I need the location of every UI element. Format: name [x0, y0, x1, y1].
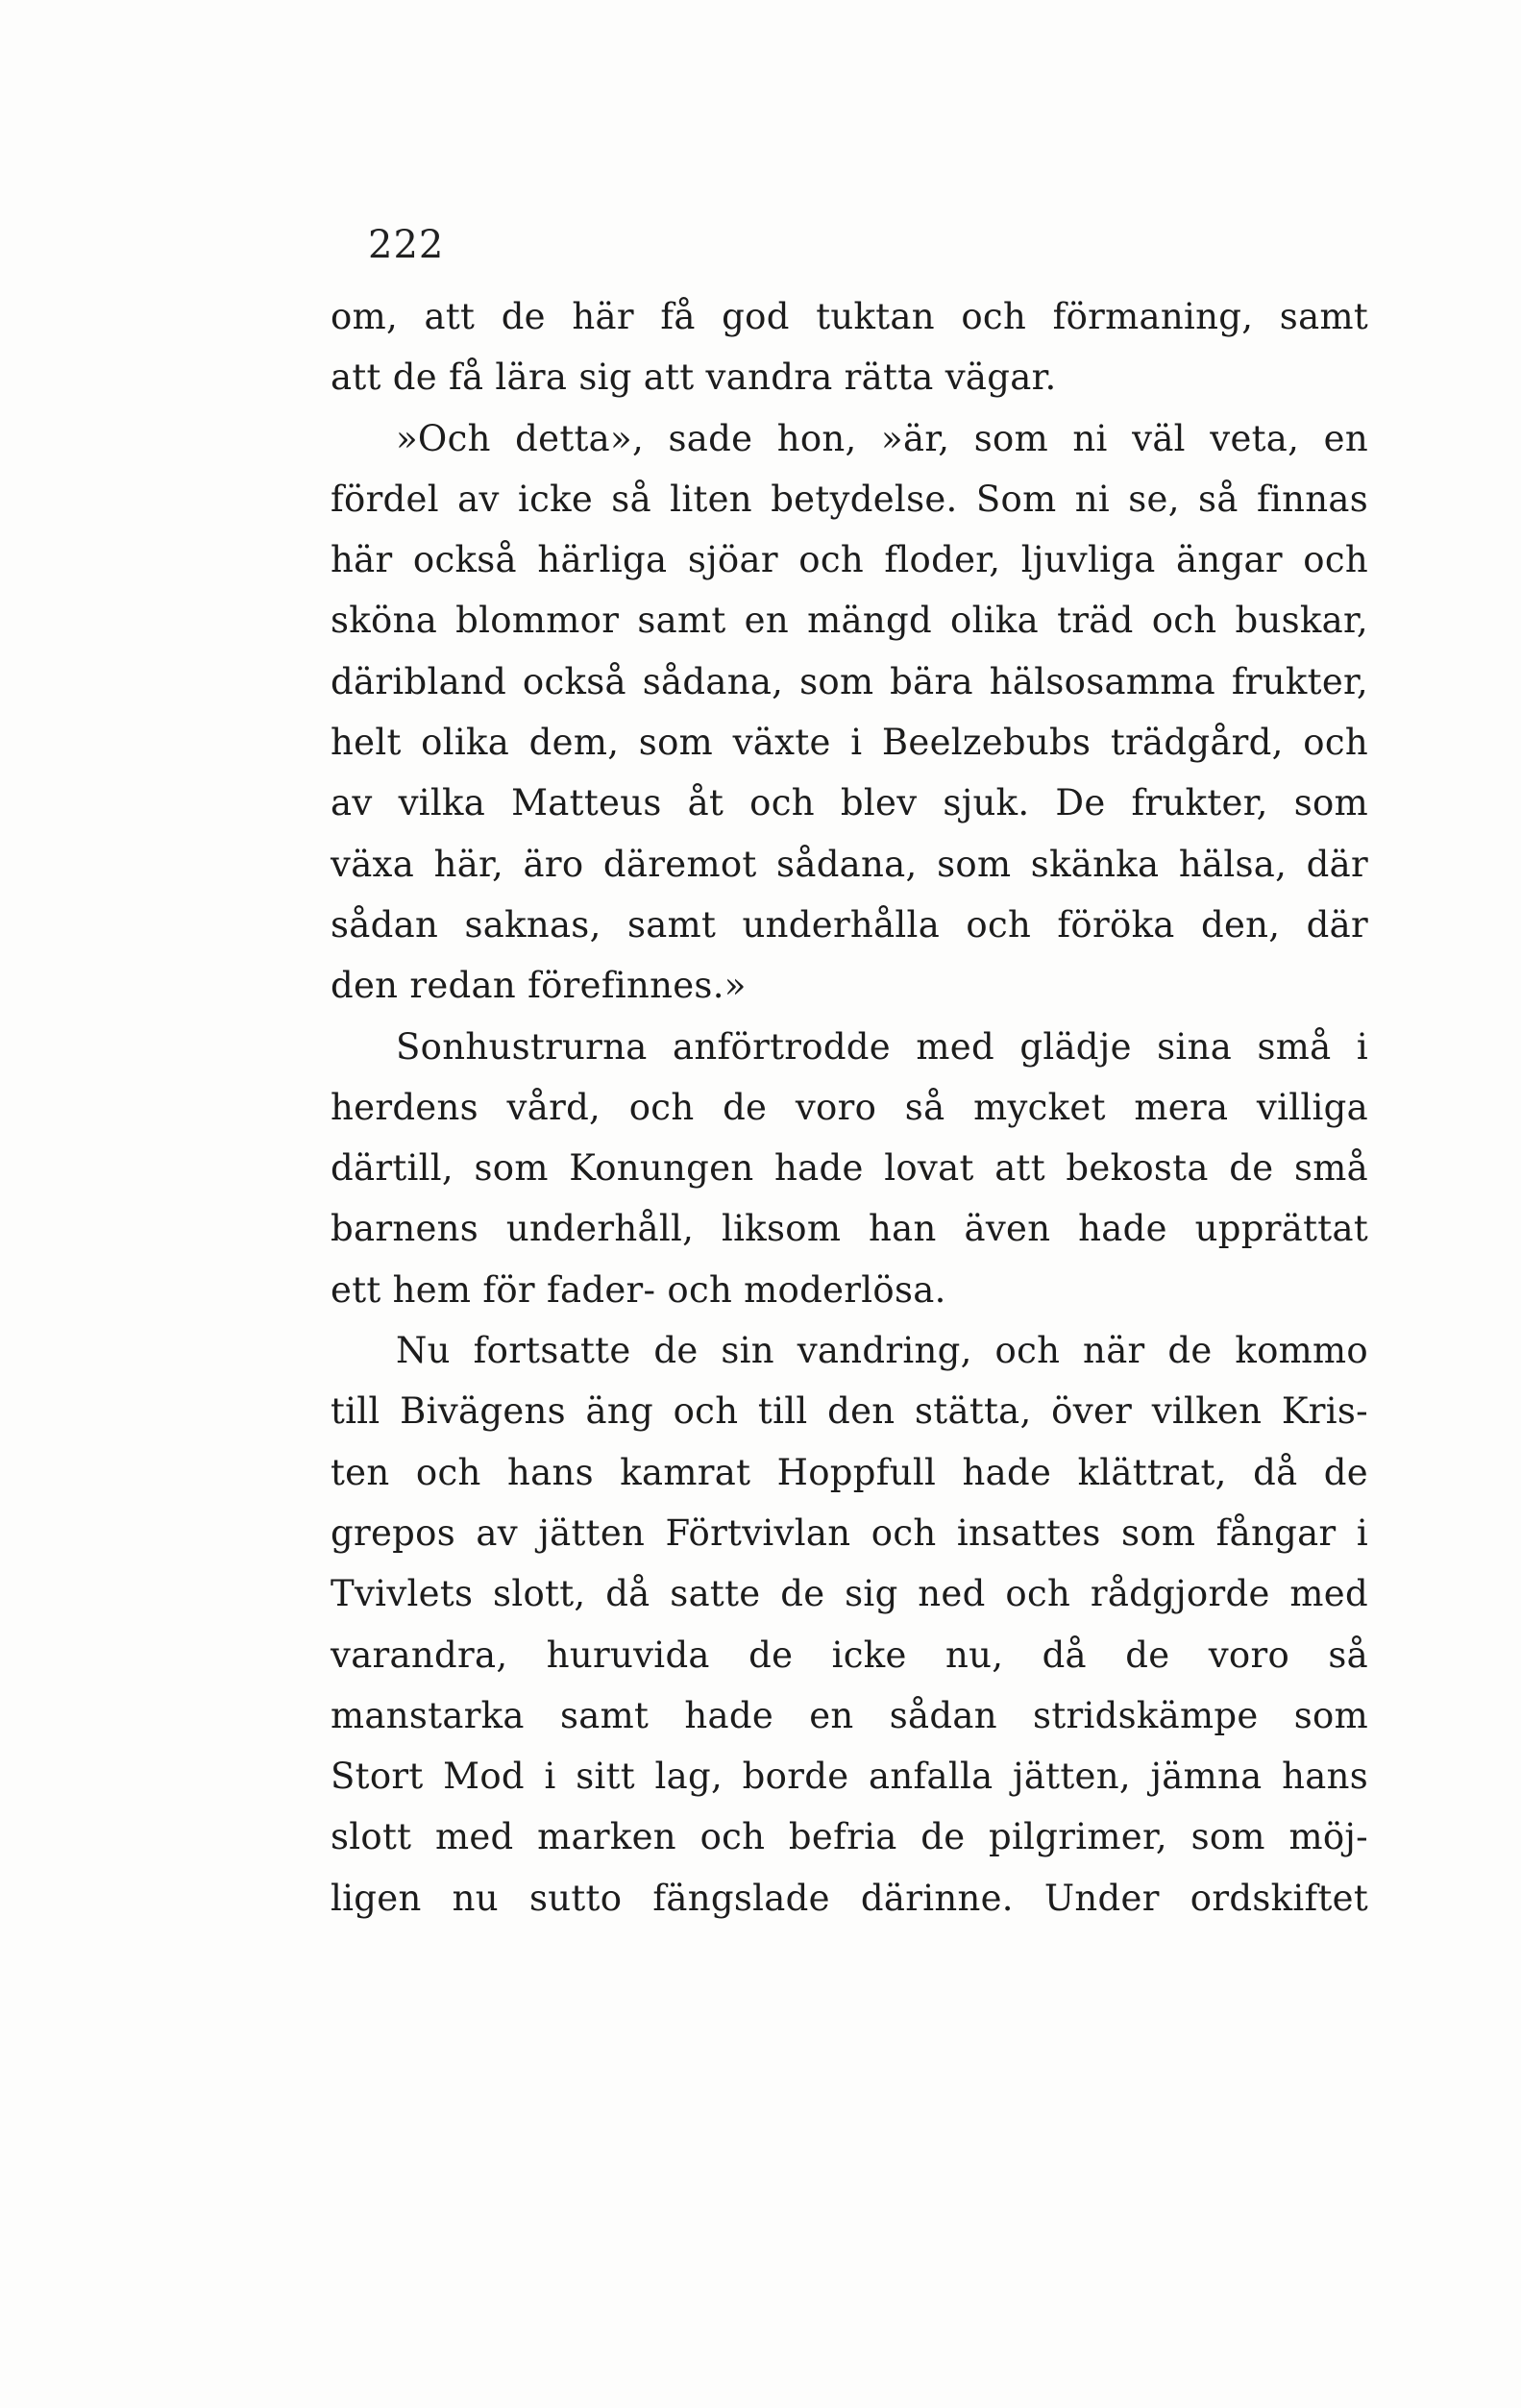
text-line: »Och detta», sade hon, »är, som ni väl veta, en	[396, 417, 1368, 459]
text-line: Sonhustrurna anförtrodde med glädje sina små i	[396, 1025, 1368, 1068]
body-text	[331, 286, 1368, 1929]
text-line: om, att de här få god tuktan och förmaning, samt	[331, 296, 1368, 337]
text-line: däribland också sådana, som bära hälsosamma frukter,	[331, 660, 1368, 702]
text-line: Nu fortsatte de sin vandring, och när de kommo	[396, 1330, 1368, 1372]
text-line: att de få lära sig att vandra rätta vägar.	[331, 356, 1057, 399]
text-line: ligen nu sutto fängslade därinne. Under ordskiftet	[331, 1877, 1368, 1919]
text-line: här också härliga sjöar och floder, ljuvliga ängar och	[331, 539, 1368, 581]
text-line: ett hem för fader- och moderlösa.	[331, 1268, 946, 1311]
text-line: därtill, som Konungen hade lovat att bekosta de små	[331, 1147, 1368, 1190]
text-line: fördel av icke så liten betydelse. Som ni se, så finnas	[331, 478, 1368, 520]
text-line: Stort Mod i sitt lag, borde anfalla jätten, jämna hans	[331, 1756, 1368, 1798]
text-line: ten och hans kamrat Hoppfull hade klättrat, då de	[331, 1451, 1368, 1493]
text-line: Tvivlets slott, då satte de sig ned och rådgjorde med	[331, 1573, 1368, 1615]
text-line: herdens vård, och de voro så mycket mera villiga	[331, 1086, 1368, 1128]
text-line: manstarka samt hade en sådan stridskämpe som	[331, 1694, 1368, 1736]
text-line: barnens underhåll, liksom han även hade upprättat	[331, 1208, 1368, 1250]
text-line: av vilka Matteus åt och blev sjuk. De frukter, som	[331, 782, 1368, 824]
text-line: varandra, huruvida de icke nu, då de voro så	[331, 1634, 1368, 1676]
text-line: grepos av jätten Förtvivlan och insattes som fångar i	[331, 1511, 1368, 1554]
text-line: växa här, äro däremot sådana, som skänka hälsa, där	[331, 843, 1368, 885]
text-line: till Bivägens äng och till den stätta, över vilken Kris-	[331, 1390, 1368, 1433]
text-line: sköna blommor samt en mängd olika träd och buskar,	[331, 600, 1368, 642]
text-line: slott med marken och befria de pilgrimer, som möj-	[331, 1816, 1368, 1858]
text-line: sådan saknas, samt underhålla och föröka den, där	[331, 903, 1368, 946]
text-line: helt olika dem, som växte i Beelzebubs trädgård, och	[331, 722, 1368, 764]
text-line: den redan förefinnes.»	[331, 965, 747, 1007]
page-number: 222	[368, 223, 445, 267]
